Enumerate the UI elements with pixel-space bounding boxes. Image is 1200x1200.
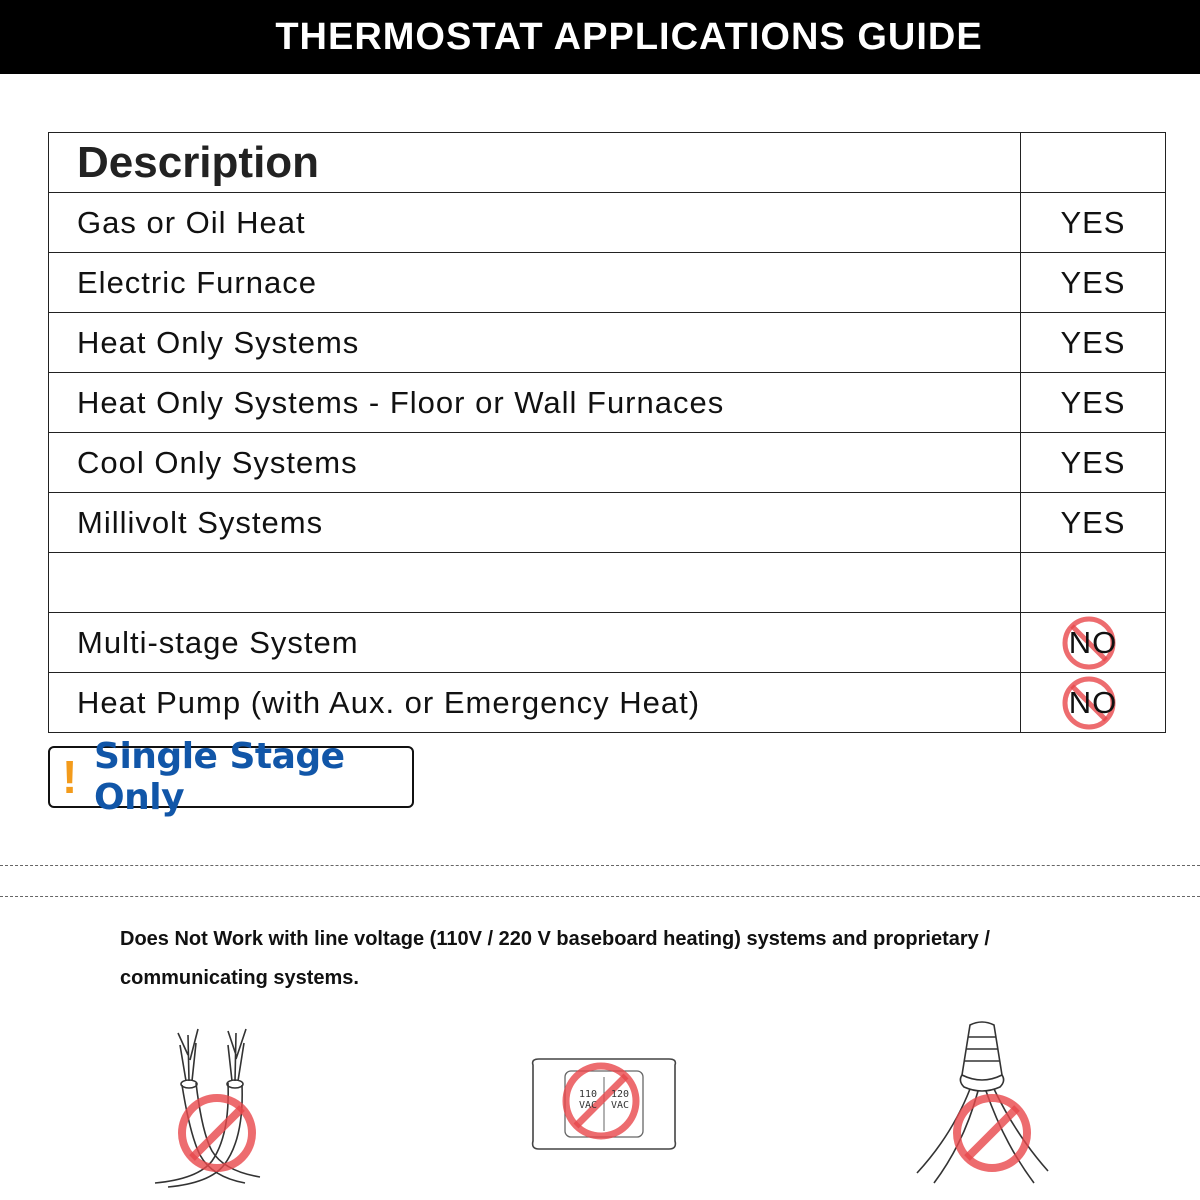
row-value: YES — [1020, 313, 1165, 373]
column-header-description: Description — [49, 133, 1021, 193]
row-label: Millivolt Systems — [49, 493, 1021, 553]
voltage-label-120: 120 VAC — [610, 1089, 630, 1111]
row-value: NO — [1068, 624, 1118, 660]
table-row — [49, 253, 1166, 313]
row-label: Gas or Oil Heat — [49, 193, 1021, 253]
row-value: YES — [1020, 493, 1165, 553]
table-row — [49, 373, 1166, 433]
row-label: Heat Pump (with Aux. or Emergency Heat) — [49, 673, 1021, 733]
row-value: YES — [1020, 433, 1165, 493]
divider — [0, 865, 1200, 866]
table-header-row — [49, 133, 1166, 193]
table-row — [49, 433, 1166, 493]
row-value: NO — [1068, 684, 1118, 720]
table-row — [49, 613, 1166, 673]
note-line: communicating systems. — [120, 967, 359, 989]
row-label: Heat Only Systems - Floor or Wall Furnaces — [49, 373, 1021, 433]
wire-nut-icon — [912, 1015, 1052, 1190]
row-value — [1020, 553, 1165, 613]
badge-text: Single Stage Only — [94, 736, 345, 818]
table-row — [49, 313, 1166, 373]
compatibility-note — [120, 920, 1130, 998]
header-bar — [0, 0, 1200, 74]
row-value: YES — [1020, 253, 1165, 313]
row-value: YES — [1020, 193, 1165, 253]
single-stage-badge — [48, 736, 414, 818]
page-title: THERMOSTAT APPLICATIONS GUIDE — [275, 15, 983, 58]
voltage-label-110: 110 VAC — [578, 1089, 598, 1111]
table-row — [49, 673, 1166, 733]
table-row — [49, 493, 1166, 553]
row-label — [49, 553, 1021, 613]
column-header-value — [1020, 133, 1165, 193]
exclamation-icon: ! — [62, 751, 78, 803]
table-row — [49, 193, 1166, 253]
note-line: Does Not Work with line voltage (110V / 220 V baseboard heating) systems and proprietary / — [120, 928, 990, 950]
line-voltage-thermostat-icon — [525, 1055, 683, 1155]
row-label: Heat Only Systems — [49, 313, 1021, 373]
applications-table — [48, 132, 1166, 733]
stripped-wires-icon — [150, 1015, 285, 1190]
row-value: YES — [1020, 373, 1165, 433]
divider — [0, 896, 1200, 897]
table-row-empty — [49, 553, 1166, 613]
row-label: Cool Only Systems — [49, 433, 1021, 493]
row-label: Electric Furnace — [49, 253, 1021, 313]
row-label: Multi-stage System — [49, 613, 1021, 673]
row-value-cell — [1020, 613, 1165, 673]
row-value-cell — [1020, 673, 1165, 733]
